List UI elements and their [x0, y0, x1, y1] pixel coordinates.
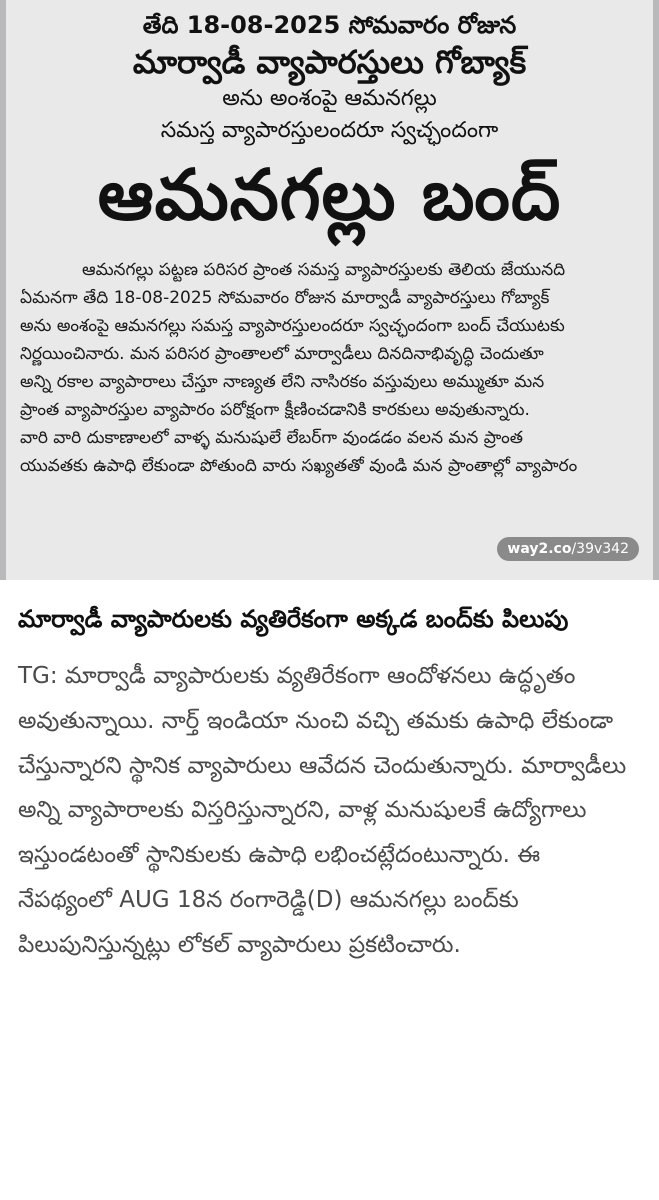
- watermark-path: /39v342: [571, 541, 629, 557]
- clipping-headline-voluntary: సమస్త వ్యాపారస్తులందరూ స్వచ్ఛందంగా: [160, 117, 499, 143]
- clipping-body-line: యువతకు ఉపాధి లేకుండా పోతుంది వారు సఖ్యతతో వుండి మన ప్రాంతాల్లో వ్యాపారం: [20, 455, 578, 476]
- clipping-body-line: ఆమనగల్లు పట్టణ పరిసర ప్రాంత సమస్త వ్యాపారస్తులకు తెలియ జేయునది: [82, 259, 566, 280]
- clipping-body: [20, 256, 631, 480]
- clipping-body-line: నిర్ణయించినారు. మన పరిసర ప్రాంతాలలో మార్వాడీలు దినదినాభివృద్ధి చెందుతూ: [20, 343, 544, 364]
- clipping-headline-topic: అను అంశంపై ఆమనగల్లు: [222, 86, 437, 112]
- article-title: మార్వాడీ వ్యాపారులకు వ్యతిరేకంగా అక్కడ బంద్‌కు పిలుపు: [18, 605, 569, 633]
- clipping-body-line: ప్రాంత వ్యాపారస్తుల వ్యాపారం పరోక్షంగా క్షీణించడానికి కారకులు అవుతున్నారు.: [20, 399, 530, 420]
- clipping-headline-date: తేది 18-08-2025 సోమవారం రోజున: [142, 11, 517, 39]
- newspaper-clipping-image: [0, 0, 659, 580]
- clipping-headline-subject: మార్వాడీ వ్యాపారస్తులు గోబ్యాక్: [132, 42, 527, 81]
- watermark-brand: way2.co: [507, 541, 572, 557]
- clipping-body-line: వారి వారి దుకాణాలలో వాళ్ళ మనుషులే లేబర్‌గా వుండడం వలన మన ప్రాంత: [20, 427, 523, 448]
- clipping-headline-main: ఆమనగల్లు బంద్: [97, 153, 562, 236]
- clipping-body-line: ఏమనగా తేది 18-08-2025 సోమవారం రోజున మార్వాడీ వ్యాపారస్తులు గోబ్యాక్: [20, 287, 550, 308]
- clipping-body-line: అను అంశంపై ఆమనగల్లు సమస్త వ్యాపారస్తులందరూ స్వచ్ఛందంగా బంద్ చేయుటకు: [20, 315, 565, 336]
- clipping-body-line: అన్ని రకాల వ్యాపారాలు చేస్తూ నాణ్యత లేని నాసిరకం వస్తువులు అమ్ముతూ మన: [20, 371, 545, 392]
- article-body: TG: మార్వాడీ వ్యాపారులకు వ్యతిరేకంగా ఆందోళనలు ఉద్ధృతం అవుతున్నాయి. నార్త్ ఇండియా నుంచి వచ్చి తమకు ఉపాధి లేకుండా చేస్తున్నారని స్థానిక వ్యాపారులు ఆవేదన చెందుతున్నారు. మార్వాడీలు అన్ని వ్యాపారాలకు విస్తరిస్తున్నారని, వాళ్ల మనుషులకే ఉద్యోగాలు ఇస్తుండటంతో స్థానికులకు ఉపాధి లభించట్లేదంటున్నారు. ఈ నేపథ్యంలో AUG 18న రంగారెడ్డి(D) ఆమనగల్లు బంద్‌కు పిలుపునిస్తున్నట్లు లోకల్ వ్యాపారులు ప్రకటించారు.: [18, 663, 627, 958]
- source-watermark: [497, 537, 639, 561]
- news-article: [0, 580, 659, 968]
